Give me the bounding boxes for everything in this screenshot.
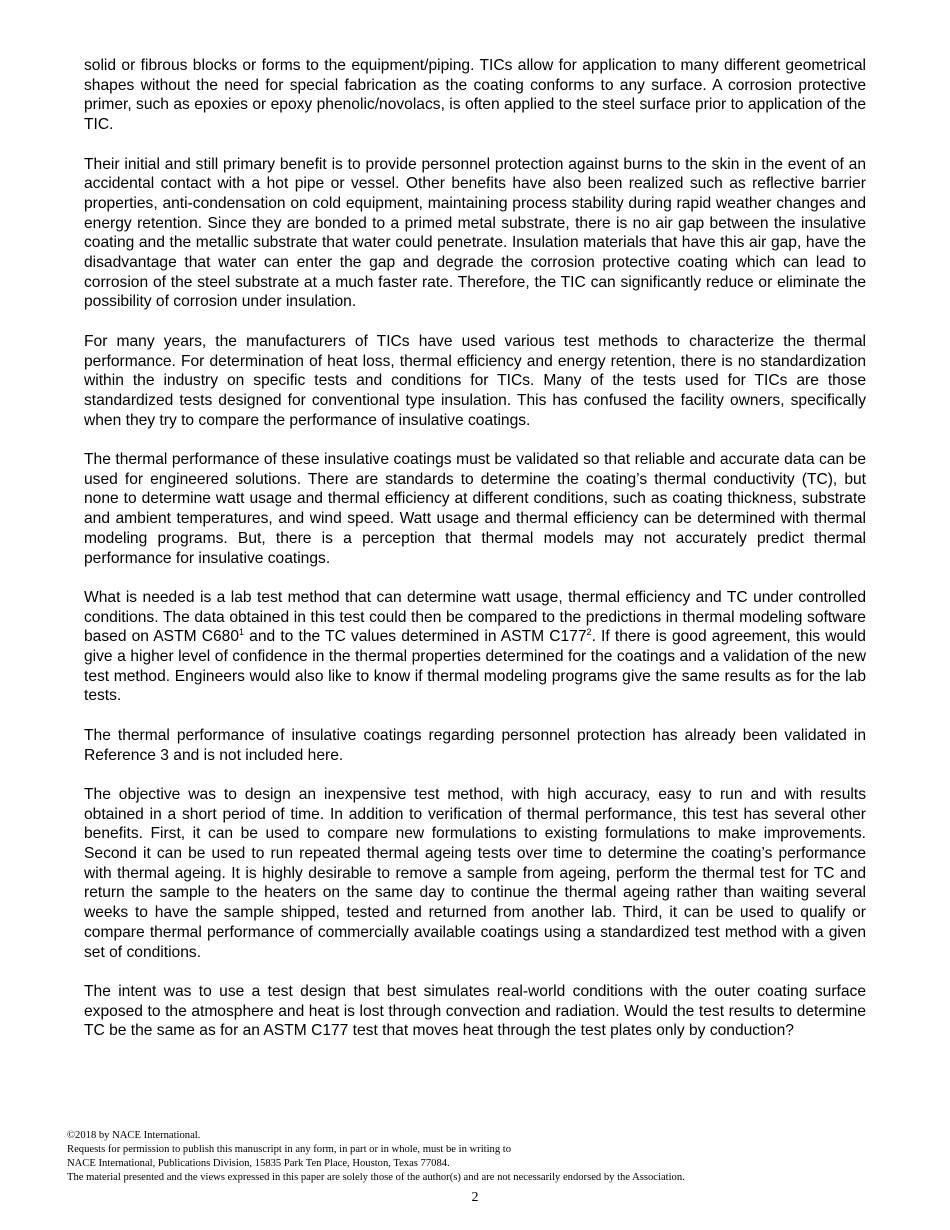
page-number: 2 <box>471 1190 479 1205</box>
paragraph: The objective was to design an inexpensive test method, with high accuracy, easy to run and with results obtained in a short period of time. In addition to verification of thermal performance, this test has several other benefits. First, it can be used to compare new formulations to existing formulations to make improvements. Second it can be used to run repeated thermal ageing tests over time to determine the coating’s performance with thermal ageing. It is highly desirable to remove a sample from ageing, perform the thermal test for TC and return the sample to the heaters on the same day to continue the thermal ageing rather than waiting several weeks to have the sample shipped, tested and returned from another lab. Third, it can be used to qualify or compare thermal performance of commercially available coatings using a standardized test method with a given set of conditions. <box>84 785 866 961</box>
document-body <box>84 56 866 1061</box>
text-span: and to the TC values determined in ASTM C177 <box>244 628 587 646</box>
footer-line: The material presented and the views expressed in this paper are solely those of the author(s) and are not necessarily endorsed by the Association. <box>67 1172 685 1183</box>
paragraph: Their initial and still primary benefit is to provide personnel protection against burns to the skin in the event of an accidental contact with a hot pipe or vessel. Other benefits have also been realized such as reflective barrier properties, anti-condensation on cold equipment, maintaining process stability during rapid weather changes and energy retention. Since they are bonded to a primed metal substrate, there is no air gap between the insulative coating and the metallic substrate that water could penetrate. Insulation materials that have this air gap, have the disadvantage that water can enter the gap and degrade the corrosion protective coating which can lead to corrosion of the steel substrate at a much faster rate. Therefore, the TIC can significantly reduce or eliminate the possibility of corrosion under insulation. <box>84 155 866 311</box>
footer-line: NACE International, Publications Division, 15835 Park Ten Place, Houston, Texas 77084. <box>67 1158 450 1169</box>
paragraph: The intent was to use a test design that best simulates real-world conditions with the outer coating surface exposed to the atmosphere and heat is lost through convection and radiation. Would the test results to determine TC be the same as for an ASTM C177 test that moves heat through the test plates only by conduction? <box>84 982 866 1040</box>
paragraph: For many years, the manufacturers of TICs have used various test methods to characterize the thermal performance. For determination of heat loss, thermal efficiency and energy retention, there is no standardization within the industry on specific tests and conditions for TICs. Many of the tests used for TICs are those standardized tests designed for conventional type insulation. This has confused the facility owners, specifically when they try to compare the performance of insulative coatings. <box>84 332 866 429</box>
footer-line: ©2018 by NACE International. <box>67 1130 201 1141</box>
paragraph: The thermal performance of insulative coatings regarding personnel protection has already been validated in Reference 3 and is not included here. <box>84 726 866 764</box>
footer-line: Requests for permission to publish this manuscript in any form, in part or in whole, must be in writing to <box>67 1144 512 1155</box>
reference-superscript: 1 <box>239 627 245 638</box>
paragraph: The thermal performance of these insulative coatings must be validated so that reliable and accurate data can be used for engineered solutions. There are standards to determine the coating’s thermal conductivity (TC), but none to determine watt usage and thermal efficiency at different conditions, such as coating thickness, substrate and ambient temperatures, and wind speed. Watt usage and thermal efficiency can be determined with thermal modeling programs. But, there is a perception that thermal models may not accurately predict thermal performance for insulative coatings. <box>84 451 866 567</box>
text-span: . If there is good agreement, this would give a higher level of confidence in the thermal properties determined for the coatings and a validation of the new test method. Engineers would also like to know if thermal modeling programs give the same results as for the lab tests. <box>84 628 866 705</box>
paragraph-with-references <box>84 588 866 706</box>
paragraph: solid or fibrous blocks or forms to the equipment/piping. TICs allow for application to many different geometrical shapes without the need for special fabrication as the coating conforms to any surface. A corrosion protective primer, such as epoxies or epoxy phenolic/novolacs, is often applied to the steel surface prior to application of the TIC. <box>84 57 866 134</box>
text-span: What is needed is a lab test method that can determine watt usage, thermal efficiency and TC under controlled conditions. The data obtained in this test could then be compared to the predictions in thermal modeling software based on ASTM C680 <box>84 588 866 646</box>
copyright-footer <box>67 1129 887 1185</box>
reference-superscript: 2 <box>586 627 592 638</box>
